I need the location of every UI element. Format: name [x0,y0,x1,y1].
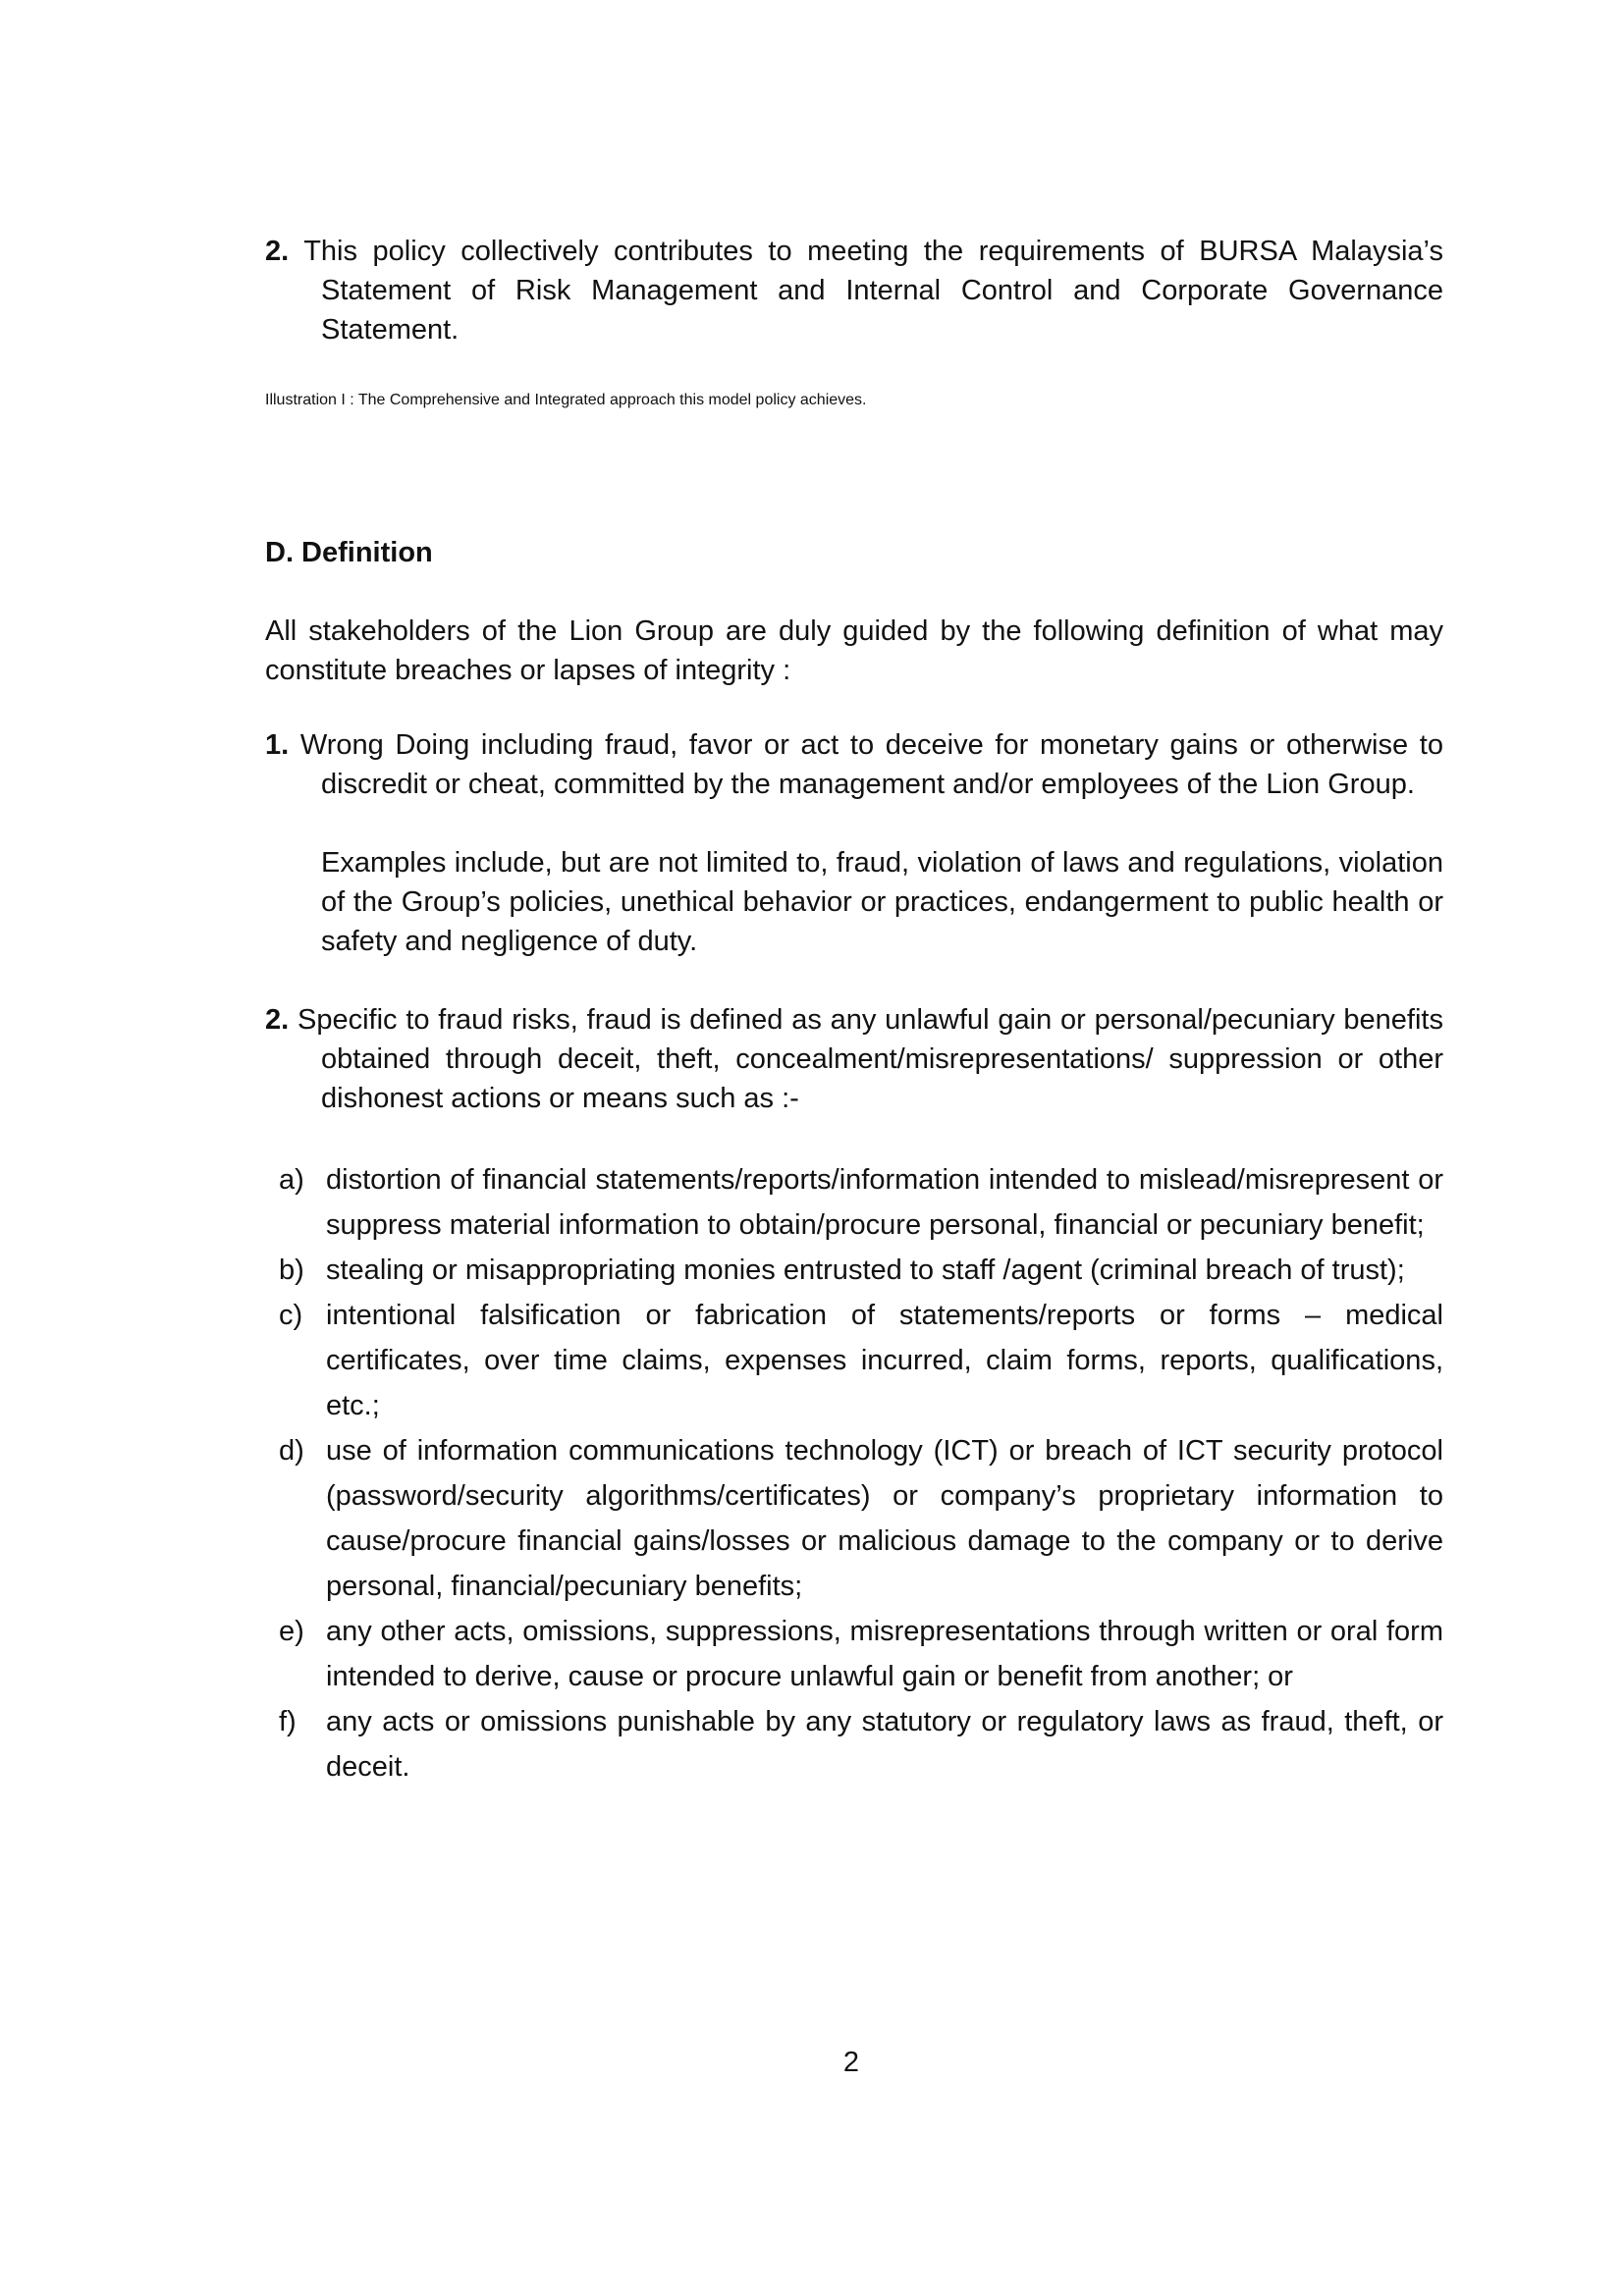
list-item-text: use of information communications technology (ICT) or breach of ICT security protocol (password/security algorithms/certificates) or company’s proprietary information to cause/procure financial gains/losses or malicious damage to the company or to derive personal, financial/pecuniary benefits; [326,1435,1443,1602]
page-content [265,232,1443,1789]
list-letter: d) [279,1435,304,1467]
item-text: Wrong Doing including fraud, favor or act to deceive for monetary gains or otherwise to discredit or cheat, committed by the management and/or employees of the Lion Group. [299,729,1443,800]
list-item [265,1157,1443,1248]
list-item-text: any acts or omissions punishable by any statutory or regulatory laws as fraud, theft, or deceit. [326,1706,1443,1783]
list-item-text: any other acts, omissions, suppressions, misrepresentations through written or oral form intended to derive, cause or procure unlawful gain or benefit from another; or [326,1616,1443,1692]
list-item-text: distortion of financial statements/reports/information intended to mislead/misrepresent or suppress material information to obtain/procure personal, financial or pecuniary benefit; [326,1164,1443,1241]
item-number: 2. [265,1004,290,1036]
list-letter: a) [279,1164,304,1196]
list-item [265,1293,1443,1428]
list-letter: b) [279,1255,304,1286]
page-number: 2 [842,2047,860,2078]
definition-examples: Examples include, but are not limited to, fraud, violation of laws and regulations, violation of the Group’s policies, unethical behavior or practices, endangerment to public health or safety and negligence of duty. [321,847,1443,957]
section-heading: D. Definition [265,537,433,568]
item-text: Specific to fraud risks, fraud is defined as any unlawful gain or personal/pecuniary benefits obtained through deceit, theft, concealment/misrepresentations/ suppression or other dishonest actions or means such as :- [297,1004,1443,1114]
section-intro: All stakeholders of the Lion Group are duly guided by the following definition of what may constitute breaches or lapses of integrity : [265,615,1443,686]
list-item [265,1428,1443,1609]
fraud-means-list [265,1157,1443,1789]
point-text: This policy collectively contributes to meeting the requirements of BURSA Malaysia’s Statement of Risk Management and Internal Control and Corporate Governance Statement. [303,236,1443,346]
list-item [265,1609,1443,1699]
list-letter: e) [279,1616,304,1647]
point-number: 2. [265,236,290,267]
definition-item-1 [265,725,1443,804]
list-letter: f) [279,1706,297,1737]
list-letter: c) [279,1300,303,1331]
list-item [265,1699,1443,1789]
list-item-text: intentional falsification or fabrication of statements/reports or forms – medical certificates, over time claims, expenses incurred, claim forms, reports, qualifications, etc.; [326,1300,1443,1421]
item-number: 1. [265,729,290,761]
illustration-caption: Illustration I : The Comprehensive and Integrated approach this model policy achieves. [265,392,867,408]
policy-point-2 [265,232,1443,349]
list-item [265,1248,1443,1293]
definition-item-2 [265,1000,1443,1118]
list-item-text: stealing or misappropriating monies entrusted to staff /agent (criminal breach of trust); [326,1255,1405,1286]
